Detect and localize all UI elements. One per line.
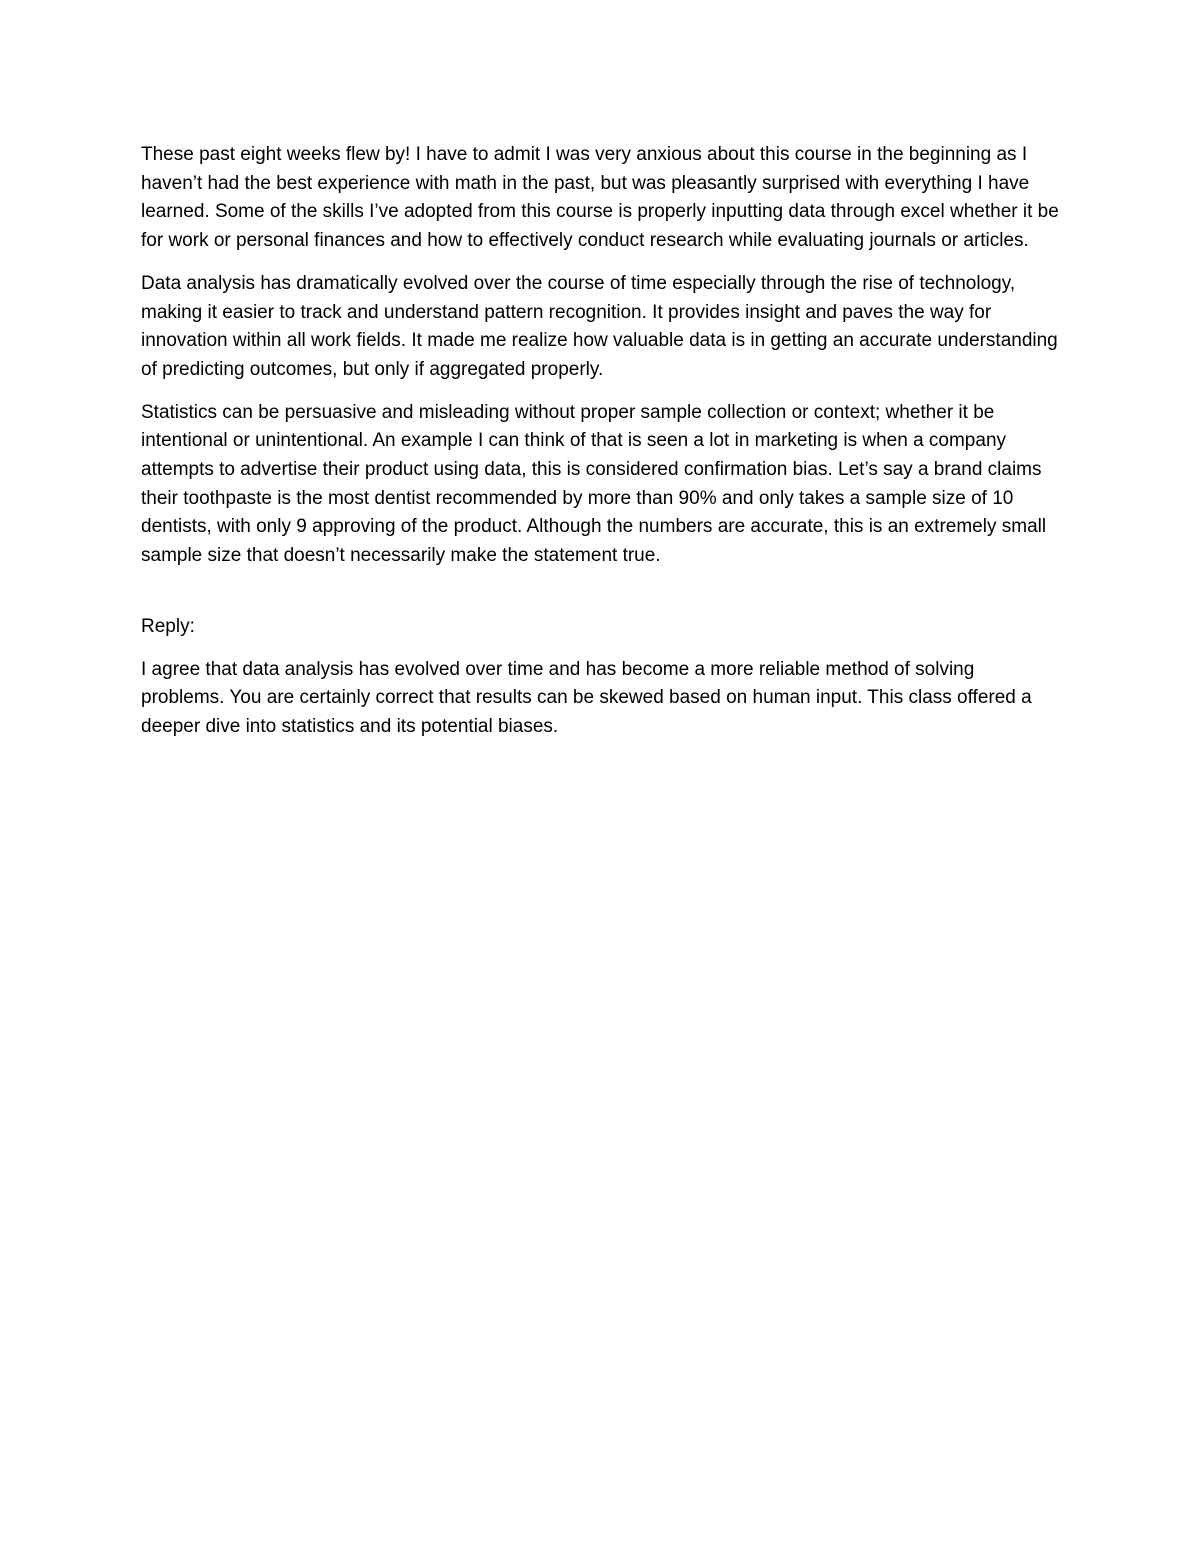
document-body (141, 141, 1061, 756)
post-paragraph-2: Data analysis has dramatically evolved over the course of time especially through the rise of technology, making it easier to track and understand pattern recognition. It provides insight and paves the way for innovation within all work fields. It made me realize how valuable data is in getting an accurate understanding of predicting outcomes, but only if aggregated properly. (141, 272, 1058, 380)
post-paragraph-3: Statistics can be persuasive and misleading without proper sample collection or context; whether it be intentional or unintentional. An example I can think of that is seen a lot in marketing is when a company attempts to advertise their product using data, this is considered confirmation bias. Let’s say a brand claims their toothpaste is the most dentist recommended by more than 90% and only takes a sample size of 10 dentists, with only 9 approving of the product. Although the numbers are accurate, this is an extremely small sample size that doesn’t necessarily make the statement true. (141, 401, 1047, 567)
reply-paragraph: I agree that data analysis has evolved over time and has become a more reliable method of solving problems. You are certainly correct that results can be skewed based on human input. This class offered a deeper dive into statistics and its potential biases. (141, 658, 1032, 737)
post-paragraph-1: These past eight weeks flew by! I have to admit I was very anxious about this course in the beginning as I haven’t had the best experience with math in the past, but was pleasantly surprised with everything I have learned. Some of the skills I’ve adopted from this course is properly inputting data through excel whether it be for work or personal finances and how to effectively conduct research while evaluating journals or articles. (141, 144, 1059, 252)
reply-label: Reply: (141, 615, 195, 637)
blank-line (141, 585, 1061, 613)
